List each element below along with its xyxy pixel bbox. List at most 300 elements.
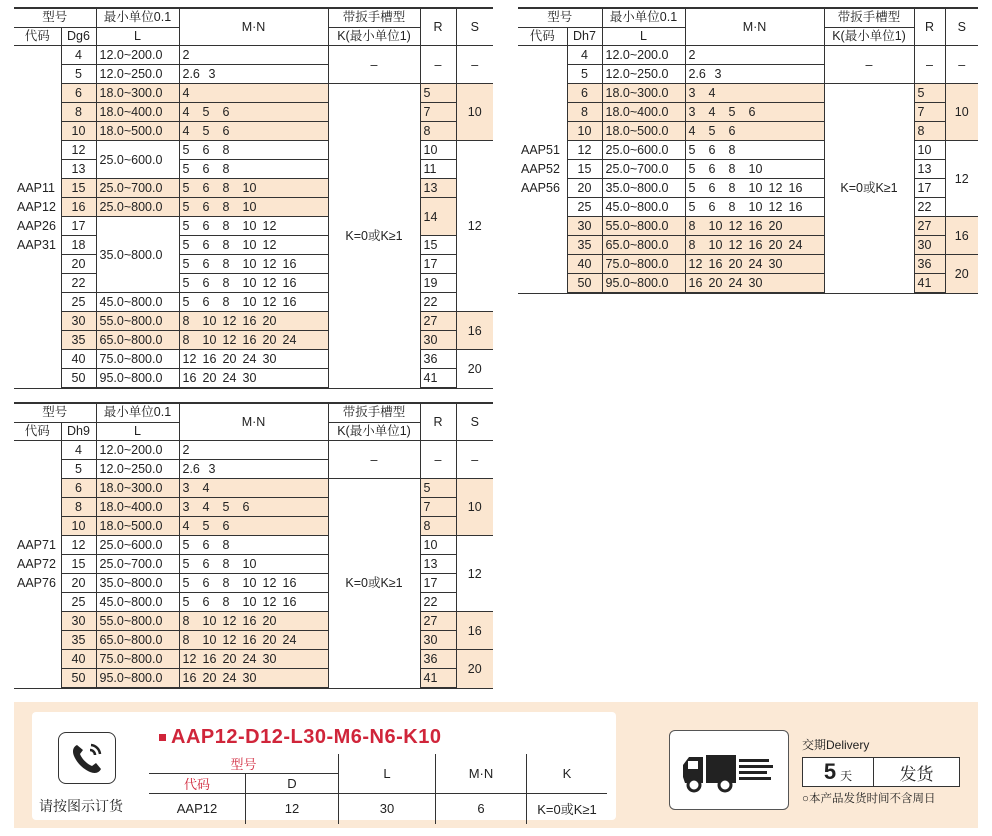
mn-value: 12 bbox=[182, 352, 197, 366]
mn-value: 8 bbox=[728, 162, 736, 176]
table-row bbox=[14, 441, 493, 460]
header-min-unit: 最小单位0.1 bbox=[96, 8, 179, 27]
mn-value: 2 bbox=[688, 48, 696, 62]
r-cell: 17 bbox=[420, 574, 456, 593]
mn-value: 6 bbox=[242, 500, 250, 514]
mn-value: 6 bbox=[202, 538, 210, 552]
mn-cell bbox=[179, 669, 328, 689]
mn-value: 6 bbox=[748, 105, 756, 119]
table-row bbox=[14, 536, 493, 555]
r-cell: 7 bbox=[420, 103, 456, 122]
mn-value: 8 bbox=[182, 633, 190, 647]
mn-value: 10 bbox=[242, 576, 257, 590]
header-r: R bbox=[914, 8, 945, 46]
mn-cell bbox=[179, 255, 328, 274]
length-cell: 25.0~600.0 bbox=[96, 536, 179, 555]
mn-cell bbox=[179, 65, 328, 84]
dia-cell: 4 bbox=[567, 46, 602, 65]
length-cell: 35.0~800.0 bbox=[96, 217, 179, 293]
dia-cell: 25 bbox=[567, 198, 602, 217]
dia-cell: 20 bbox=[61, 574, 96, 593]
r-cell: 7 bbox=[420, 498, 456, 517]
mn-value: 6 bbox=[222, 519, 230, 533]
mn-cell bbox=[179, 369, 328, 389]
bullet-square-icon bbox=[159, 734, 166, 741]
dia-cell: 8 bbox=[61, 103, 96, 122]
model-code: AAP26 bbox=[17, 218, 56, 233]
part-number-text: AAP12-D12-L30-M6-N6-K10 bbox=[171, 726, 442, 748]
mn-value: 4 bbox=[182, 519, 190, 533]
mn-value: 10 bbox=[242, 595, 257, 609]
dia-cell: 8 bbox=[61, 498, 96, 517]
length-cell: 75.0~800.0 bbox=[96, 350, 179, 369]
order-example-table bbox=[149, 754, 607, 824]
r-cell: 22 bbox=[420, 593, 456, 612]
dia-cell: 15 bbox=[61, 179, 96, 198]
length-cell: 25.0~800.0 bbox=[96, 198, 179, 217]
header-s: S bbox=[456, 8, 493, 46]
truck-icon bbox=[669, 730, 789, 810]
code-cell bbox=[518, 46, 567, 294]
mn-value: 6 bbox=[202, 276, 210, 290]
header-mn: M·N bbox=[179, 403, 328, 441]
header-k-label: K(最小单位1) bbox=[328, 422, 420, 441]
header-mn: M·N bbox=[179, 8, 328, 46]
mn-value: 3 bbox=[688, 86, 696, 100]
r-cell: 27 bbox=[914, 217, 945, 236]
mn-cell bbox=[685, 122, 824, 141]
k-dash: – bbox=[824, 46, 914, 84]
dia-cell: 16 bbox=[61, 198, 96, 217]
mn-cell bbox=[685, 160, 824, 179]
dia-cell: 18 bbox=[61, 236, 96, 255]
header-model: 型号 bbox=[518, 8, 602, 27]
r-cell: 36 bbox=[420, 350, 456, 369]
mn-cell bbox=[179, 331, 328, 350]
r-cell: 11 bbox=[420, 160, 456, 179]
s-cell: 10 bbox=[456, 479, 493, 536]
mn-value: 10 bbox=[202, 314, 217, 328]
mn-value: 5 bbox=[182, 143, 190, 157]
s-cell: 12 bbox=[945, 141, 978, 217]
length-cell: 25.0~700.0 bbox=[96, 555, 179, 574]
mn-cell bbox=[685, 274, 824, 294]
table-row bbox=[14, 331, 493, 350]
mn-value: 20 bbox=[202, 671, 217, 685]
r-cell: 10 bbox=[420, 141, 456, 160]
dia-cell: 30 bbox=[61, 612, 96, 631]
mn-value: 8 bbox=[222, 257, 230, 271]
mn-cell bbox=[179, 160, 328, 179]
mn-value: 8 bbox=[688, 219, 696, 233]
mn-value: 16 bbox=[182, 671, 197, 685]
mn-value: 8 bbox=[182, 614, 190, 628]
dia-cell: 25 bbox=[61, 293, 96, 312]
dia-cell: 20 bbox=[567, 179, 602, 198]
mn-value: 12 bbox=[262, 276, 277, 290]
mn-value: 16 bbox=[242, 633, 257, 647]
mn-value: 10 bbox=[708, 219, 723, 233]
model-code: AAP31 bbox=[17, 237, 56, 252]
table-row bbox=[14, 84, 493, 103]
mn-value: 5 bbox=[202, 519, 210, 533]
model-code: AAP56 bbox=[521, 180, 560, 195]
mn-cell bbox=[179, 293, 328, 312]
mn-value: 2.6 bbox=[182, 67, 200, 81]
mn-value: 10 bbox=[242, 557, 257, 571]
mn-value: 20 bbox=[728, 257, 743, 271]
r-cell: 10 bbox=[914, 141, 945, 160]
mn-value: 6 bbox=[202, 200, 210, 214]
length-cell: 45.0~800.0 bbox=[96, 593, 179, 612]
mn-value: 20 bbox=[222, 352, 237, 366]
mn-value: 4 bbox=[688, 124, 696, 138]
length-cell: 55.0~800.0 bbox=[96, 312, 179, 331]
r-cell: 8 bbox=[914, 122, 945, 141]
header-l: L bbox=[602, 27, 685, 46]
dia-cell: 10 bbox=[61, 517, 96, 536]
mn-cell bbox=[685, 217, 824, 236]
mn-value: 12 bbox=[262, 238, 277, 252]
header-r: R bbox=[420, 8, 456, 46]
mn-cell bbox=[179, 498, 328, 517]
model-code: AAP12 bbox=[17, 199, 56, 214]
mn-value: 2 bbox=[182, 48, 190, 62]
dia-cell: 15 bbox=[567, 160, 602, 179]
mn-value: 6 bbox=[708, 143, 716, 157]
r-cell: 30 bbox=[420, 631, 456, 650]
header-l: L bbox=[96, 27, 179, 46]
mn-value: 24 bbox=[728, 276, 743, 290]
r-cell: 27 bbox=[420, 612, 456, 631]
mn-value: 10 bbox=[748, 162, 763, 176]
mn-cell bbox=[179, 198, 328, 217]
days-unit: 天 bbox=[840, 768, 853, 783]
mn-value: 6 bbox=[202, 557, 210, 571]
dia-cell: 4 bbox=[61, 441, 96, 460]
length-cell: 95.0~800.0 bbox=[96, 669, 179, 689]
table-row bbox=[14, 312, 493, 331]
table-row bbox=[14, 198, 493, 217]
hdr-model: 型号 bbox=[149, 754, 339, 774]
r-cell: 22 bbox=[420, 293, 456, 312]
r-cell: – bbox=[420, 441, 456, 479]
header-model: 型号 bbox=[14, 8, 96, 27]
mn-value: 5 bbox=[202, 105, 210, 119]
mn-value: 24 bbox=[788, 238, 803, 252]
mn-value: 30 bbox=[748, 276, 763, 290]
mn-value: 10 bbox=[242, 238, 257, 252]
days-number: 5 bbox=[823, 759, 837, 784]
mn-value: 10 bbox=[242, 257, 257, 271]
mn-value: 8 bbox=[222, 219, 230, 233]
mn-value: 20 bbox=[262, 333, 277, 347]
header-code: 代码 bbox=[14, 27, 61, 46]
mn-value: 2.6 bbox=[182, 462, 200, 476]
spec-table-dh9 bbox=[14, 402, 493, 689]
mn-value: 8 bbox=[222, 538, 230, 552]
mn-value: 5 bbox=[202, 124, 210, 138]
table-row bbox=[14, 141, 493, 160]
mn-value: 24 bbox=[222, 371, 237, 385]
mn-value: 16 bbox=[182, 371, 197, 385]
length-cell: 45.0~800.0 bbox=[602, 198, 685, 217]
mn-value: 3 bbox=[208, 67, 216, 81]
mn-value: 5 bbox=[182, 219, 190, 233]
table-row bbox=[14, 255, 493, 274]
length-cell: 18.0~500.0 bbox=[96, 517, 179, 536]
length-cell: 75.0~800.0 bbox=[96, 650, 179, 669]
mn-cell bbox=[685, 236, 824, 255]
length-cell: 18.0~300.0 bbox=[96, 84, 179, 103]
table-row bbox=[14, 517, 493, 536]
mn-value: 6 bbox=[202, 257, 210, 271]
mn-value: 4 bbox=[182, 105, 190, 119]
s-cell: 16 bbox=[456, 612, 493, 650]
mn-value: 4 bbox=[182, 86, 190, 100]
dia-cell: 30 bbox=[567, 217, 602, 236]
length-cell: 12.0~250.0 bbox=[96, 65, 179, 84]
length-cell: 95.0~800.0 bbox=[602, 274, 685, 294]
mn-value: 16 bbox=[282, 576, 297, 590]
mn-value: 4 bbox=[182, 124, 190, 138]
mn-cell bbox=[685, 65, 824, 84]
r-cell: – bbox=[914, 46, 945, 84]
val-l: 30 bbox=[339, 794, 436, 824]
r-cell: 41 bbox=[420, 369, 456, 389]
length-cell: 18.0~400.0 bbox=[602, 103, 685, 122]
mn-value: 6 bbox=[222, 105, 230, 119]
mn-value: 12 bbox=[222, 314, 237, 328]
order-example-panel bbox=[14, 702, 978, 828]
mn-value: 30 bbox=[768, 257, 783, 271]
mn-value: 10 bbox=[242, 181, 257, 195]
spec-table-dh7 bbox=[518, 7, 978, 294]
mn-cell bbox=[179, 350, 328, 369]
mn-value: 5 bbox=[182, 595, 190, 609]
part-number bbox=[159, 726, 441, 749]
k-dash: – bbox=[328, 441, 420, 479]
dia-cell: 50 bbox=[567, 274, 602, 294]
mn-value: 24 bbox=[242, 652, 257, 666]
s-cell: 16 bbox=[456, 312, 493, 350]
code-cell bbox=[14, 441, 61, 689]
mn-value: 5 bbox=[182, 162, 190, 176]
length-cell: 12.0~250.0 bbox=[96, 460, 179, 479]
dia-cell: 5 bbox=[61, 460, 96, 479]
mn-cell bbox=[685, 198, 824, 217]
r-cell: 5 bbox=[420, 84, 456, 103]
r-cell: 19 bbox=[420, 274, 456, 293]
mn-value: 6 bbox=[202, 143, 210, 157]
header-wrench: 带扳手槽型 bbox=[328, 403, 420, 422]
mn-value: 6 bbox=[708, 162, 716, 176]
dia-cell: 12 bbox=[61, 536, 96, 555]
hdr-mn: M·N bbox=[436, 754, 527, 794]
dia-cell: 15 bbox=[61, 555, 96, 574]
s-cell: – bbox=[945, 46, 978, 84]
mn-value: 6 bbox=[202, 576, 210, 590]
mn-value: 16 bbox=[688, 276, 703, 290]
mn-cell bbox=[179, 650, 328, 669]
val-mn: 6 bbox=[436, 794, 527, 824]
header-code: 代码 bbox=[518, 27, 567, 46]
r-cell: 5 bbox=[420, 479, 456, 498]
mn-cell bbox=[179, 593, 328, 612]
mn-value: 20 bbox=[222, 652, 237, 666]
r-cell: 17 bbox=[914, 179, 945, 198]
mn-value: 8 bbox=[728, 143, 736, 157]
mn-value: 4 bbox=[708, 105, 716, 119]
mn-value: 2.6 bbox=[688, 67, 706, 81]
mn-value: 8 bbox=[182, 314, 190, 328]
dia-cell: 8 bbox=[567, 103, 602, 122]
mn-cell bbox=[179, 536, 328, 555]
mn-value: 4 bbox=[202, 500, 210, 514]
mn-value: 8 bbox=[222, 557, 230, 571]
mn-value: 20 bbox=[202, 371, 217, 385]
model-code: AAP52 bbox=[521, 161, 560, 176]
dia-cell: 50 bbox=[61, 669, 96, 689]
mn-cell bbox=[685, 255, 824, 274]
s-cell: – bbox=[456, 441, 493, 479]
table-row bbox=[14, 555, 493, 574]
mn-value: 8 bbox=[688, 238, 696, 252]
mn-value: 4 bbox=[708, 86, 716, 100]
dia-cell: 35 bbox=[61, 631, 96, 650]
r-cell: 14 bbox=[420, 198, 456, 236]
length-cell: 12.0~200.0 bbox=[602, 46, 685, 65]
order-card bbox=[32, 712, 616, 820]
k-value: K=0或K≥1 bbox=[824, 84, 914, 294]
mn-value: 6 bbox=[708, 200, 716, 214]
mn-value: 8 bbox=[222, 576, 230, 590]
s-cell: 10 bbox=[456, 84, 493, 141]
val-d: 12 bbox=[246, 794, 339, 824]
mn-value: 6 bbox=[202, 295, 210, 309]
mn-cell bbox=[179, 179, 328, 198]
mn-value: 20 bbox=[262, 614, 277, 628]
mn-value: 8 bbox=[182, 333, 190, 347]
mn-cell bbox=[179, 460, 328, 479]
mn-value: 6 bbox=[222, 124, 230, 138]
mn-value: 12 bbox=[222, 614, 237, 628]
s-cell: – bbox=[456, 46, 493, 84]
dia-cell: 5 bbox=[567, 65, 602, 84]
model-code: AAP72 bbox=[17, 556, 56, 571]
s-cell: 12 bbox=[456, 141, 493, 312]
delivery-box bbox=[802, 757, 960, 787]
mn-value: 24 bbox=[242, 352, 257, 366]
dia-cell: 50 bbox=[61, 369, 96, 389]
mn-value: 12 bbox=[768, 200, 783, 214]
phone-icon bbox=[58, 732, 116, 784]
mn-value: 12 bbox=[222, 333, 237, 347]
dia-cell: 20 bbox=[61, 255, 96, 274]
mn-value: 5 bbox=[728, 105, 736, 119]
mn-value: 12 bbox=[262, 595, 277, 609]
length-cell: 55.0~800.0 bbox=[96, 612, 179, 631]
mn-value: 12 bbox=[262, 295, 277, 309]
mn-value: 16 bbox=[282, 257, 297, 271]
s-cell: 20 bbox=[456, 350, 493, 389]
mn-value: 5 bbox=[708, 124, 716, 138]
mn-value: 20 bbox=[768, 238, 783, 252]
dia-cell: 40 bbox=[567, 255, 602, 274]
mn-cell bbox=[685, 103, 824, 122]
r-cell: 8 bbox=[420, 517, 456, 536]
dia-cell: 10 bbox=[61, 122, 96, 141]
length-cell: 18.0~400.0 bbox=[96, 498, 179, 517]
length-cell: 12.0~200.0 bbox=[96, 46, 179, 65]
s-cell: 10 bbox=[945, 84, 978, 141]
length-cell: 65.0~800.0 bbox=[96, 631, 179, 650]
mn-value: 10 bbox=[748, 181, 763, 195]
mn-value: 6 bbox=[708, 181, 716, 195]
table-row bbox=[14, 479, 493, 498]
mn-value: 10 bbox=[242, 295, 257, 309]
length-cell: 45.0~800.0 bbox=[96, 293, 179, 312]
mn-value: 10 bbox=[708, 238, 723, 252]
hdr-code: 代码 bbox=[183, 777, 210, 792]
mn-value: 5 bbox=[182, 576, 190, 590]
s-cell: 20 bbox=[456, 650, 493, 689]
mn-value: 5 bbox=[182, 238, 190, 252]
header-s: S bbox=[456, 403, 493, 441]
mn-value: 24 bbox=[282, 633, 297, 647]
mn-cell bbox=[179, 479, 328, 498]
mn-value: 16 bbox=[202, 352, 217, 366]
length-cell: 95.0~800.0 bbox=[96, 369, 179, 389]
r-cell: 13 bbox=[420, 179, 456, 198]
spec-table-dg6 bbox=[14, 7, 493, 389]
length-cell: 18.0~500.0 bbox=[96, 122, 179, 141]
val-k: K=0或K≥1 bbox=[527, 794, 608, 824]
dia-cell: 5 bbox=[61, 65, 96, 84]
table-row bbox=[14, 103, 493, 122]
mn-cell bbox=[179, 46, 328, 65]
header-k-label: K(最小单位1) bbox=[824, 27, 914, 46]
mn-value: 10 bbox=[202, 633, 217, 647]
length-cell: 12.0~200.0 bbox=[96, 441, 179, 460]
r-cell: 17 bbox=[420, 255, 456, 274]
dia-cell: 6 bbox=[61, 84, 96, 103]
model-code: AAP71 bbox=[17, 537, 56, 552]
order-caption: 请按图示订货 bbox=[39, 798, 123, 814]
dia-cell: 13 bbox=[61, 160, 96, 179]
mn-value: 8 bbox=[222, 295, 230, 309]
s-cell: 16 bbox=[945, 217, 978, 255]
mn-value: 12 bbox=[262, 576, 277, 590]
mn-value: 3 bbox=[182, 500, 190, 514]
mn-value: 6 bbox=[202, 162, 210, 176]
mn-value: 12 bbox=[222, 633, 237, 647]
length-cell: 18.0~300.0 bbox=[602, 84, 685, 103]
mn-value: 16 bbox=[282, 276, 297, 290]
val-code: AAP12 bbox=[149, 794, 246, 824]
table-row bbox=[14, 593, 493, 612]
mn-value: 6 bbox=[202, 595, 210, 609]
mn-value: 24 bbox=[748, 257, 763, 271]
mn-cell bbox=[179, 103, 328, 122]
delivery-ship: 发货 bbox=[899, 764, 934, 784]
table-row bbox=[14, 46, 493, 65]
table-row bbox=[14, 612, 493, 631]
header-k-label: K(最小单位1) bbox=[328, 27, 420, 46]
dia-cell: 40 bbox=[61, 350, 96, 369]
r-cell: 30 bbox=[914, 236, 945, 255]
mn-cell bbox=[179, 574, 328, 593]
